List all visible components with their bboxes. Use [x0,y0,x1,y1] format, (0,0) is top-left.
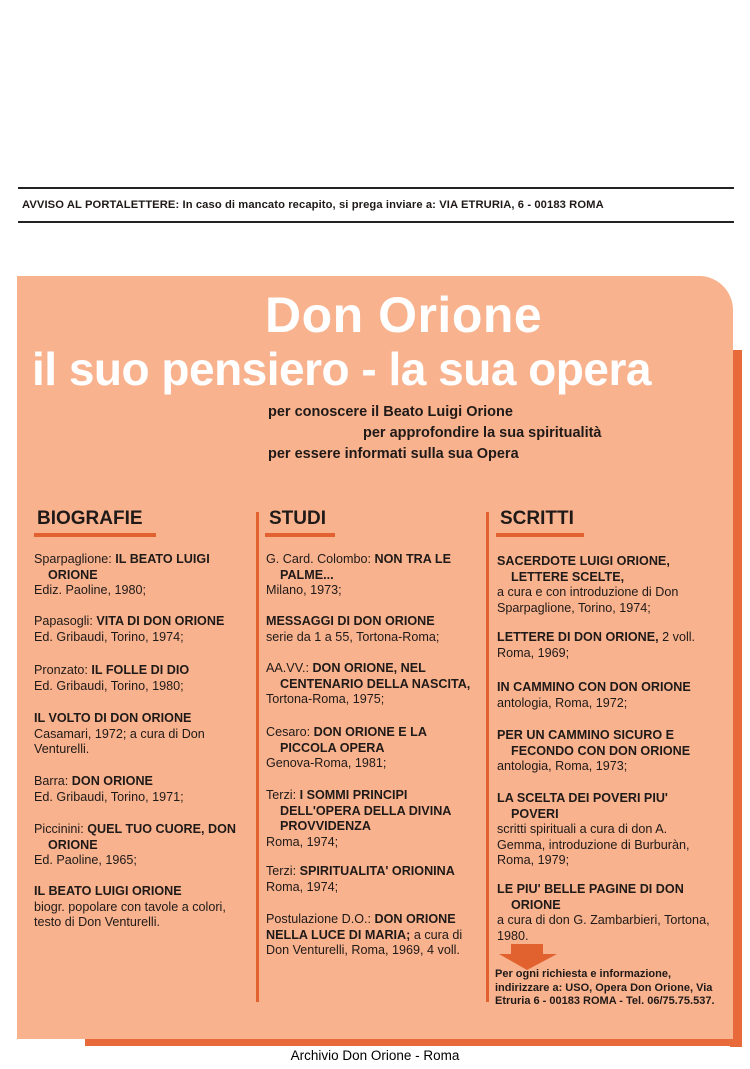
scritti-entry-2-volumes: 2 voll. [658,630,696,644]
bio-entry-5-author: Barra: [34,774,72,788]
bio-entry-3-title: IL FOLLE DI DIO [91,663,190,677]
studi-entry-7-title: DON ORIONE NELLA LUCE DI MARIA; [266,912,456,942]
studi-entry-1-author: G. Card. Colombo: [266,552,375,566]
bio-entry-2-author: Papasogli: [34,614,97,628]
studi-entry-4-author: Cesaro: [266,725,314,739]
studi-entry-1-pub: Milano, 1973; [266,583,342,597]
scritti-entry-4-title: PER UN CAMMINO SICURO E FECONDO CON DON ORIONE [497,728,691,758]
bio-entry-4-pub: Casamari, 1972; a cura di Don Venturelli. [34,726,205,756]
studi-entry-5-title: I SOMMI PRINCIPI DELL'OPERA DELLA DIVINA PROVVIDENZA [280,788,451,833]
bio-entry-5-title: DON ORIONE [71,774,153,788]
heading-biografie-underline [34,533,156,537]
heading-studi-underline [265,533,335,537]
scritti-entry-1-pub: a cura e con introduzione di Don Sparpaglione, Torino, 1974; [497,585,679,615]
scritti-entry-5-pub: scritti spirituali a cura di don A. Gemma, introduzione di Burburàn, Roma, 1979; [497,822,690,867]
bio-entry-1-pub: Ediz. Paoline, 1980; [34,583,147,597]
intro-line-3: per essere informati sulla sua Opera [268,446,519,462]
studi-entry-5-pub: Roma, 1974; [266,834,339,849]
studi-entry-4 [266,725,480,772]
bio-entry-5 [34,774,248,805]
studi-entry-3 [266,661,480,708]
studi-entry-1 [266,552,480,599]
bio-entry-6-author: Piccinini: [34,822,88,836]
studi-entry-3-author: AA.VV.: [266,661,313,675]
arrow-down-icon [497,944,561,970]
scritti-entry-1 [497,554,715,616]
studi-entry-3-pub: Tortona-Roma, 1975; [266,692,385,706]
heading-biografie: BIOGRAFIE [37,508,143,529]
studi-entry-4-pub: Genova-Roma, 1981; [266,756,387,770]
bottom-rule [18,221,734,223]
postal-notice-text: In caso di mancato recapito, si prega inviare a: [182,199,436,211]
bio-entry-7-pub: biogr. popolare con tavole a colori, testo di Don Venturelli. [34,899,226,929]
postal-notice [22,199,738,211]
archive-caption: Archivio Don Orione - Roma [0,1047,750,1069]
bio-entry-2 [34,614,248,645]
scritti-entry-2 [497,630,715,661]
scritti-entry-6 [497,882,715,944]
bio-entry-5-pub: Ed. Gribaudi, Torino, 1971; [34,789,184,804]
scritti-entry-4-pub: antologia, Roma, 1973; [497,759,628,773]
bio-entry-1-title: IL BEATO LUIGI ORIONE [48,552,210,582]
bio-entry-2-title: VITA DI DON ORIONE [96,614,225,628]
scritti-entry-6-title: LE PIU' BELLE PAGINE DI DON ORIONE [497,882,684,912]
bio-entry-2-pub: Ed. Gribaudi, Torino, 1974; [34,629,184,644]
bio-entry-3-pub: Ed. Gribaudi, Torino, 1980; [34,678,184,693]
studi-entry-6-author: Terzi: [266,864,300,878]
scritti-entry-3-title: IN CAMMINO CON DON ORIONE [497,680,691,694]
bio-entry-3-author: Pronzato: [34,663,92,677]
studi-entry-3-title: DON ORIONE, NEL CENTENARIO DELLA NASCITA, [280,661,471,691]
bio-entry-7 [34,884,248,931]
studi-entry-7-pub: a cura di Don Venturelli, Roma, 1969, 4 voll. [266,927,463,957]
title-line-2: il suo pensiero - la sua opera [32,343,651,395]
studi-entry-7 [266,912,480,959]
studi-entry-6 [266,864,480,895]
scritti-entry-4 [497,728,715,775]
studi-entry-2 [266,614,480,645]
studi-entry-2-title: MESSAGGI DI DON ORIONE [266,614,435,628]
bio-entry-1 [34,552,248,599]
bio-entry-3 [34,663,248,694]
bio-entry-1-author: Sparpaglione: [34,552,116,566]
column-divider-left [256,512,259,1002]
scritti-entry-6-pub: a cura di don G. Zambarbieri, Tortona, 1980. [497,913,710,943]
intro-line-1: per conoscere il Beato Luigi Orione [268,404,513,420]
bio-entry-6 [34,822,248,869]
studi-entry-5-author: Terzi: [266,788,300,802]
studi-entry-5 [266,788,480,850]
scritti-entry-2-title: LETTERE DI DON ORIONE, [497,630,659,644]
heading-studi: STUDI [269,508,326,529]
postal-notice-address: VIA ETRURIA, 6 - 00183 ROMA [439,199,604,211]
scritti-entry-3-pub: antologia, Roma, 1972; [497,695,628,710]
studi-entry-7-author: Postulazione D.O.: [266,912,375,926]
bio-entry-6-pub: Ed. Paoline, 1965; [34,853,137,867]
studi-entry-6-title: SPIRITUALITA' ORIONINA [299,864,455,878]
postal-notice-label: AVVISO AL PORTALETTERE: [22,199,180,211]
bio-entry-7-title: IL BEATO LUIGI ORIONE [34,884,182,898]
contact-note: Per ogni richiesta e informazione, indirizzare a: USO, Opera Don Orione, Via Etruria 6 - 00183 ROMA - Tel. 06/75.75.537. [495,968,715,1007]
title-line-1: Don Orione [265,287,543,343]
column-divider-right [486,512,489,1002]
scritti-entry-1-title: SACERDOTE LUIGI ORIONE, LETTERE SCELTE, [497,554,670,584]
top-rule [18,187,734,189]
scritti-entry-5-title: LA SCELTA DEI POVERI PIU' POVERI [497,791,668,821]
bio-entry-4-title: IL VOLTO DI DON ORIONE [34,711,192,725]
heading-scritti: SCRITTI [500,508,574,529]
bio-entry-6-title: QUEL TUO CUORE, DON ORIONE [48,822,237,852]
bio-entry-4 [34,711,248,758]
heading-scritti-underline [496,533,584,537]
scritti-entry-2-pub: Roma, 1969; [497,645,570,660]
studi-entry-1-title: NON TRA LE PALME... [280,552,451,582]
intro-line-2: per approfondire la sua spiritualità [363,425,602,441]
studi-entry-2-pub: serie da 1 a 55, Tortona-Roma; [266,629,440,644]
scritti-entry-3 [497,680,715,711]
studi-entry-4-title: DON ORIONE E LA PICCOLA OPERA [280,725,427,755]
scritti-entry-5 [497,791,715,869]
studi-entry-6-pub: Roma, 1974; [266,879,339,894]
